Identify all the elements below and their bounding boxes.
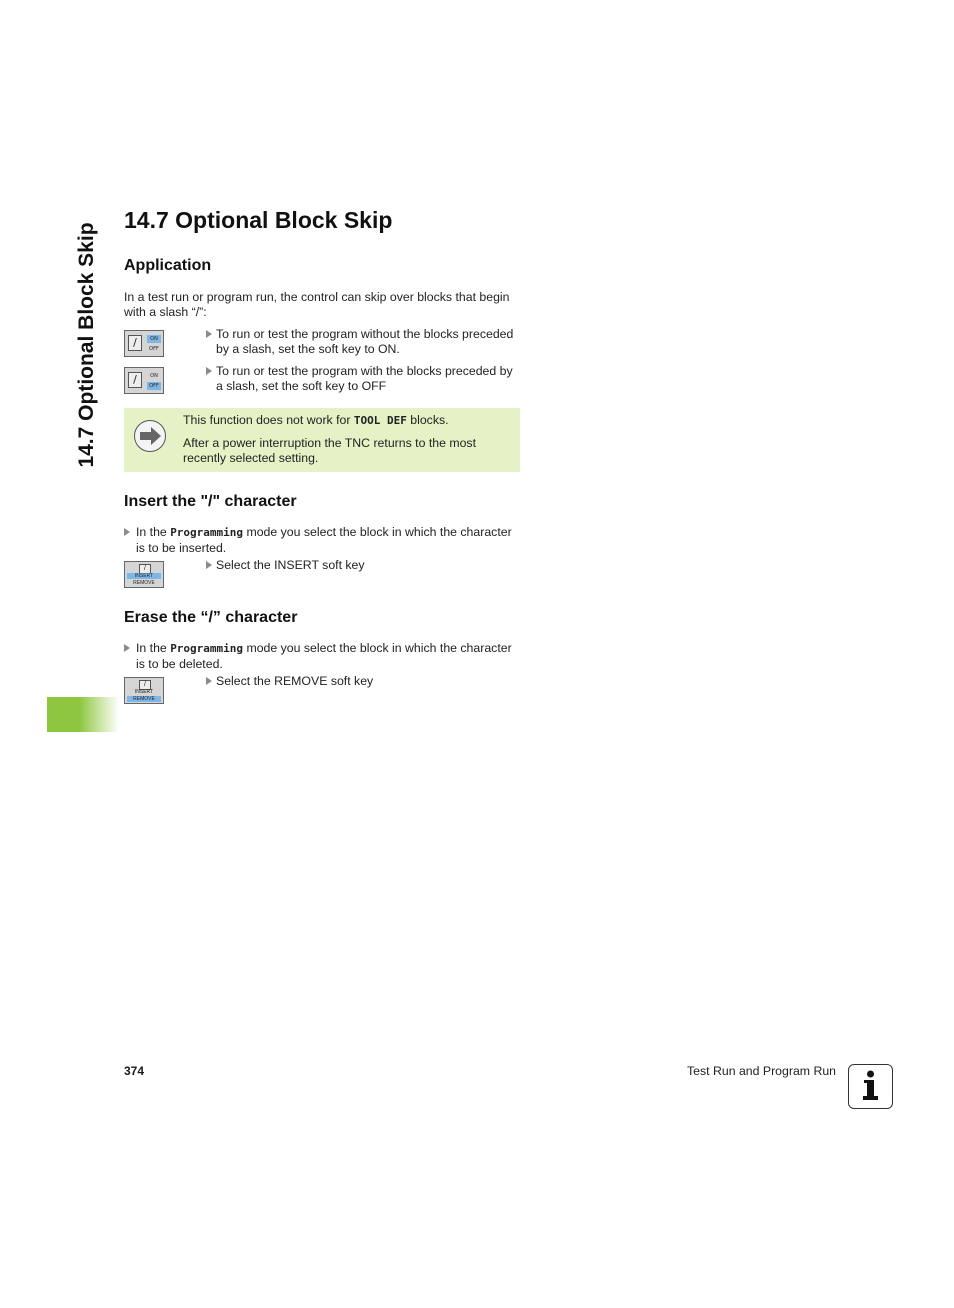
step-off-text: To run or test the program with the blocks preceded by a slash, set the soft key to OFF: [216, 364, 513, 393]
insert-step-2: Select the INSERT soft key: [216, 558, 365, 572]
bullet-arrow-icon: [206, 330, 212, 338]
softkey-remove[interactable]: [124, 677, 164, 704]
slash-icon: /: [139, 564, 151, 574]
info-icon: [848, 1064, 893, 1109]
note-line-2: After a power interruption the TNC returns to the most recently selected setting.: [183, 436, 476, 465]
chapter-tab-marker: [47, 697, 119, 732]
softkey-remove-label: REMOVE: [133, 580, 155, 586]
softkey-skip-off[interactable]: [124, 367, 164, 394]
note-line-1: This function does not work for TOOL DEF blocks.: [183, 413, 449, 427]
side-chapter-title: 14.7 Optional Block Skip: [75, 222, 98, 468]
bullet-arrow-icon: [206, 367, 212, 375]
arrow-right-icon: [134, 420, 166, 452]
insert-step-1: In the Programming mode you select the block in which the character is to be inserted.: [136, 525, 512, 555]
slash-icon: /: [128, 372, 142, 388]
erase-step-1: In the Programming mode you select the block in which the character is to be deleted.: [136, 641, 512, 671]
section-title-insert: Insert the "/" character: [124, 493, 297, 510]
bullet-arrow-icon: [206, 561, 212, 569]
softkey-remove-label: REMOVE: [127, 696, 161, 702]
page-title: 14.7 Optional Block Skip: [124, 207, 393, 233]
slash-icon: /: [128, 335, 142, 351]
softkey-on-label: ON: [147, 335, 161, 343]
step-on-text: To run or test the program without the blocks preceded by a slash, set the soft key to ON.: [216, 327, 514, 356]
application-intro: In a test run or program run, the control can skip over blocks that begin with a slash “/”:: [124, 290, 510, 319]
bullet-arrow-icon: [124, 644, 130, 652]
bullet-arrow-icon: [206, 677, 212, 685]
chapter-name: Test Run and Program Run: [687, 1064, 837, 1078]
softkey-insert-label: INSERT: [134, 689, 154, 695]
section-title-application: Application: [124, 257, 212, 274]
section-title-erase: Erase the “/” character: [124, 609, 298, 626]
softkey-off-label: OFF: [149, 346, 159, 352]
erase-step-2: Select the REMOVE soft key: [216, 674, 374, 688]
softkey-on-label: ON: [150, 373, 158, 379]
code-tool-def: TOOL DEF: [353, 414, 407, 427]
page-number: 374: [124, 1064, 145, 1078]
softkey-insert-label: INSERT: [127, 573, 161, 579]
softkey-off-label: OFF: [147, 382, 161, 390]
bullet-arrow-icon: [124, 528, 130, 536]
softkey-skip-on[interactable]: [124, 330, 164, 357]
softkey-insert[interactable]: [124, 561, 164, 588]
slash-icon: /: [139, 680, 151, 690]
